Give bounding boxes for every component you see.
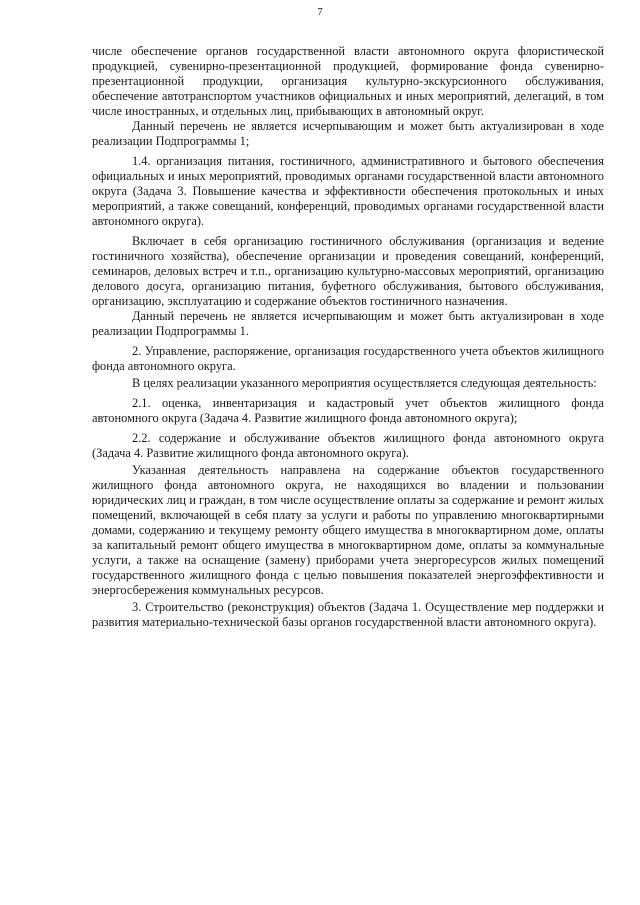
paragraph-item-1-4: 1.4. организация питания, гостиничного, административного и бытового обеспечения официальных и иных мероприятий, проводимых органами государственной власти автономного округа (Задача 3. Повышение качества и эффективности обеспечения протокольных и иных мероприятий, а также совещаний, конференций, проводимых органами государственной власти автономного округа).: [92, 154, 604, 228]
page-number: 7: [317, 6, 323, 18]
paragraph-item-2-1: 2.1. оценка, инвентаризация и кадастровый учет объектов жилищного фонда автономного округа (Задача 4. Развитие жилищного фонда автономного округа);: [92, 396, 604, 425]
paragraph-note-1: Данный перечень не является исчерпывающим и может быть актуализирован в ходе реализации Подпрограммы 1;: [92, 119, 604, 148]
paragraph-item-3: 3. Строительство (реконструкция) объектов (Задача 1. Осуществление мер поддержки и развития материально-технической базы органов государственной власти автономного округа).: [92, 600, 604, 629]
paragraph-item-2: 2. Управление, распоряжение, организация государственного учета объектов жилищного фонда автономного округа.: [92, 344, 604, 373]
paragraph-item-2-2: 2.2. содержание и обслуживание объектов жилищного фонда автономного округа (Задача 4. Развитие жилищного фонда автономного округа).: [92, 431, 604, 460]
paragraph-activities-intro: В целях реализации указанного мероприятия осуществляется следующая деятельность:: [132, 376, 597, 390]
paragraph-includes: Включает в себя организацию гостиничного обслуживания (организация и ведение гостиничного хозяйства), обеспечение организации и проведения совещаний, конференций, семинаров, деловых встреч и т.п., организацию культурно-массовых мероприятий, организацию делового досуга, организацию питания, буфетного обслуживания, бытового обслуживания, организацию, эксплуатацию и содержание объектов гостиничного назначения.: [92, 234, 604, 308]
paragraph-activity-description: Указанная деятельность направлена на содержание объектов государственного жилищного фонда автономного округа, не находящихся во владении и пользовании юридических лиц и граждан, в том числе осуществление оплаты за содержание и ремонт жилых помещений, включающей в себя плату за услуги и работы по управлению многоквартирными домами, содержанию и текущему ремонту общего имущества в многоквартирном доме, оплаты за капитальный ремонт общего имущества в многоквартирном доме, оплаты за коммунальные услуги, а также на оснащение (замену) приборами учета энергоресурсов жилых помещений государственного жилищного фонда с целью повышения показателей энергоэффективности и энергосбережения коммунальных ресурсов.: [92, 463, 604, 597]
paragraph-continuation: числе обеспечение органов государственной власти автономного округа флористической продукцией, сувенирно-презентационной продукцией, формирование фонда сувенирно-презентационной продукции, организация культурно-экскурсионного обслуживания, обеспечение автотранспортом участников официальных и иных мероприятий, делегаций, в том числе иностранных, и отдельных лиц, прибывающих в автономный округ.: [92, 44, 604, 118]
paragraph-note-2: Данный перечень не является исчерпывающим и может быть актуализирован в ходе реализации Подпрограммы 1.: [92, 309, 604, 338]
document-body: [92, 44, 604, 630]
